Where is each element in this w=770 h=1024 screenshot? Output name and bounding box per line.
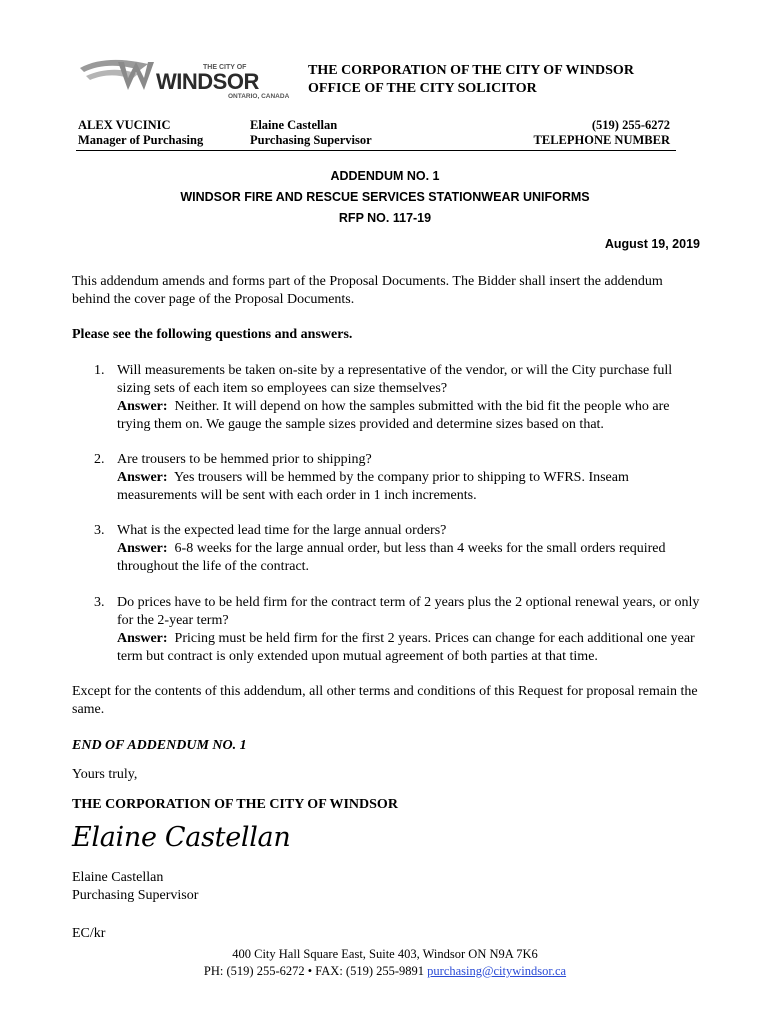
footer-contact: PH: (519) 255-6272 • FAX: (519) 255-9891 purchasing@citywindsor.ca <box>203 964 567 978</box>
contact-manager: ALEX VUCINIC Manager of Purchasing <box>78 118 204 147</box>
document-date: August 19, 2019 <box>604 237 700 251</box>
email-link[interactable]: purchasing@citywindsor.ca <box>427 964 567 978</box>
end-of-addendum: END OF ADDENDUM NO. 1 <box>72 738 247 753</box>
addendum-heading <box>0 166 770 229</box>
svg-text:WINDSOR: WINDSOR <box>156 69 259 94</box>
answer-text: Pricing must be held firm for the first 2 years. Prices can change for each additional one year term but contract is only extended upon mutual agreement of both parties at that time. <box>117 631 695 664</box>
city-of-windsor-logo <box>78 54 298 100</box>
qa-item: 1. Will measurements be taken on-site by a representative of the vendor, or will the City purchase full sizing sets of each item so employees can size themselves? Answer: Neither. It will depend on how the samples submitted with the bid fit the people who are trying them on. We gauge the sample sizes provided and determine sizes based on that. <box>94 362 700 434</box>
corporation-name: THE CORPORATION OF THE CITY OF WINDSOR <box>308 63 634 78</box>
question-text: Do prices have to be held firm for the contract term of 2 years plus the 2 optional renewal years, or only for the 2-year term? <box>117 595 700 628</box>
handwritten-signature: Elaine Castellan <box>72 822 291 853</box>
salutation: Yours truly, <box>72 767 138 782</box>
question-text: What is the expected lead time for the large annual orders? <box>117 523 447 538</box>
office-name: OFFICE OF THE CITY SOLICITOR <box>308 81 537 96</box>
signer-name: Elaine Castellan <box>72 870 164 885</box>
qa-item: 3. Do prices have to be held firm for the contract term of 2 years plus the 2 optional renewal years, or only for the 2-year term? Answer: Pricing must be held firm for the first 2 years. Prices can change for each additional one year term but contract is only extended upon mutual agreement of both parties at that time. <box>94 595 700 664</box>
contact-row <box>76 118 676 151</box>
intro-paragraph: This addendum amends and forms part of the Proposal Documents. The Bidder shall insert the addendum behind the cover page of the Proposal Documents. <box>72 274 663 307</box>
answer-text: 6-8 weeks for the large annual order, but less than 4 weeks for the small orders required throughout the life of the contract. <box>117 541 666 574</box>
contact-phone: (519) 255-6272 TELEPHONE NUMBER <box>533 118 670 147</box>
footer-address: 400 City Hall Square East, Suite 403, Windsor ON N9A 7K6 <box>232 947 538 961</box>
contact-supervisor: Elaine Castellan Purchasing Supervisor <box>250 118 372 147</box>
answer-label: Answer: <box>117 541 168 556</box>
qa-item: 2. Are trousers to be hemmed prior to shipping? Answer: Yes trousers will be hemmed by the company prior to shipping to WFRS. Inseam measurements will be sent with each order in 1 inch increments. <box>94 451 700 505</box>
rfp-number: RFP NO. 117-19 <box>338 211 432 225</box>
answer-label: Answer: <box>117 470 168 485</box>
closing-paragraph: Except for the contents of this addendum, all other terms and conditions of this Request for proposal remain the same. <box>72 684 698 717</box>
addendum-number: ADDENDUM NO. 1 <box>330 169 440 183</box>
answer-label: Answer: <box>117 631 168 646</box>
answer-label: Answer: <box>117 399 168 414</box>
svg-text:ONTARIO, CANADA: ONTARIO, CANADA <box>228 93 290 100</box>
footer <box>0 946 770 980</box>
qa-item: 3. What is the expected lead time for the large annual orders? Answer: 6-8 weeks for the large annual order, but less than 4 weeks for the small orders required throughout the life of the contract. <box>94 522 700 576</box>
project-title: WINDSOR FIRE AND RESCUE SERVICES STATIONWEAR UNIFORMS <box>180 190 590 204</box>
answer-text: Yes trousers will be hemmed by the company prior to shipping to WFRS. Inseam measurements will be sent with each order in 1 inch increments. <box>117 470 629 503</box>
initials: EC/kr <box>72 926 106 941</box>
signer-title: Purchasing Supervisor <box>72 888 199 903</box>
question-text: Are trousers to be hemmed prior to shipping? <box>117 452 372 467</box>
windsor-swoosh-icon <box>78 54 298 100</box>
answer-text: Neither. It will depend on how the samples submitted with the bid fit the people who are trying them on. We gauge the sample sizes provided and determine sizes based on that. <box>117 399 670 432</box>
svg-text:THE CITY OF: THE CITY OF <box>203 64 247 71</box>
question-text: Will measurements be taken on-site by a representative of the vendor, or will the City purchase full sizing sets of each item so employees can size themselves? <box>117 363 673 396</box>
corporation-signoff: THE CORPORATION OF THE CITY OF WINDSOR <box>72 797 398 812</box>
office-header <box>308 62 634 98</box>
qa-heading: Please see the following questions and answers. <box>72 327 353 342</box>
